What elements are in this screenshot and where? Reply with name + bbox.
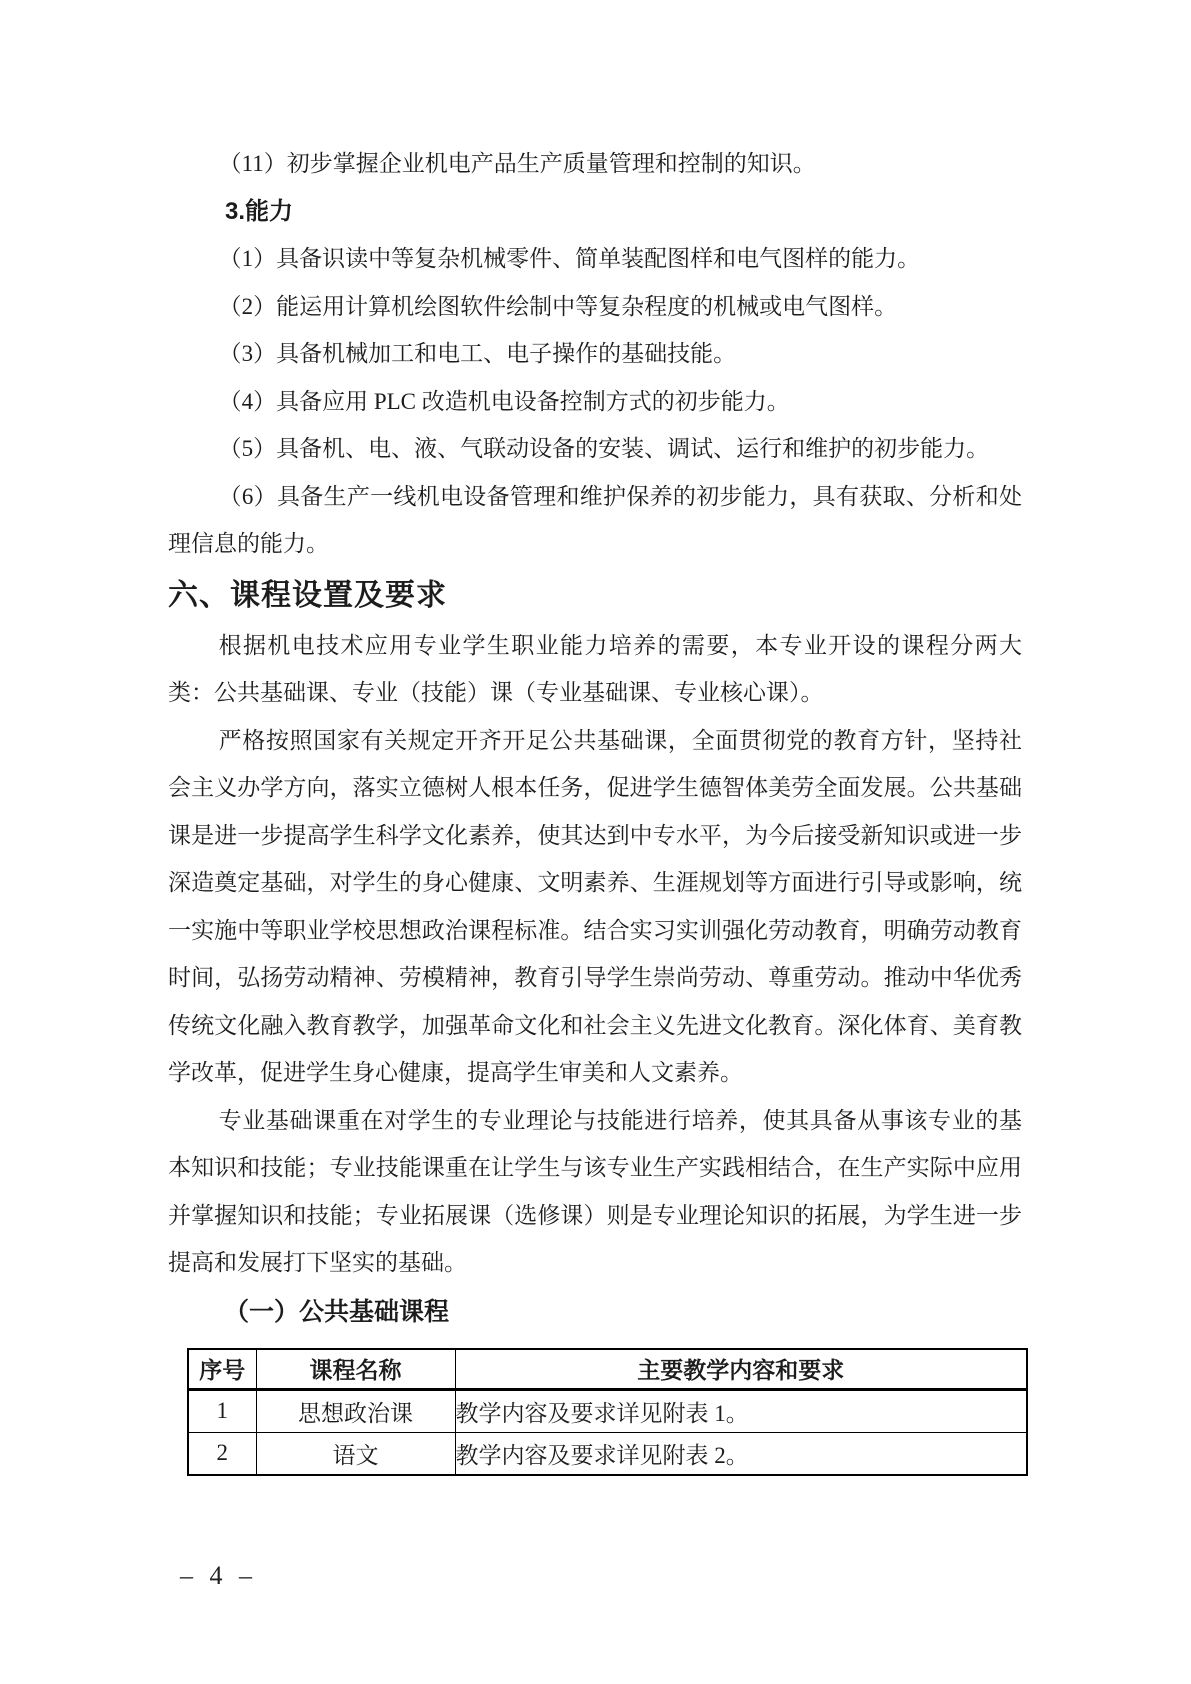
table-header-row bbox=[188, 1349, 1027, 1390]
ability-item-1: （1）具备识读中等复杂机械零件、简单装配图样和电气图样的能力。 bbox=[218, 246, 921, 271]
ability-item-3: （3）具备机械加工和电工、电子操作的基础技能。 bbox=[218, 341, 737, 366]
subsection-heading-public-basic-courses: （一）公共基础课程 bbox=[224, 1297, 450, 1326]
table-cell-requirements: 教学内容及要求详见附表 2。 bbox=[455, 1432, 1027, 1475]
ability-item-2: （2）能运用计算机绘图软件绘制中等复杂程度的机械或电气图样。 bbox=[218, 293, 898, 319]
table-row bbox=[188, 1389, 1027, 1432]
table-header-requirements: 主要教学内容和要求 bbox=[455, 1349, 1027, 1390]
courses-paragraph-3: 专业基础课重在对学生的专业理论与技能进行培养，使其具备从事该专业的基本知识和技能；专业技能课重在让学生与该专业生产实践相结合，在生产实际中应用并掌握知识和技能；专业拓展课（选修课）则是专业理论知识的拓展，为学生进一步提高和发展打下坚实的基础。 bbox=[168, 1107, 1022, 1275]
page-number: – 4 – bbox=[180, 1561, 252, 1590]
public-basic-courses-table bbox=[187, 1348, 1028, 1476]
ability-heading: 3.能力 bbox=[225, 197, 294, 225]
section-heading-courses: 六、课程设置及要求 bbox=[168, 578, 447, 612]
courses-paragraph-2: 严格按照国家有关规定开齐开足公共基础课，全面贯彻党的教育方针，坚持社会主义办学方向，落实立德树人根本任务，促进学生德智体美劳全面发展。公共基础课是进一步提高学生科学文化素养，使其达到中专水平，为今后接受新知识或进一步深造奠定基础，对学生的身心健康、文明素养、生涯规划等方面进行引导或影响，统一实施中等职业学校思想政治课程标准。结合实习实训强化劳动教育，明确劳动教育时间，弘扬劳动精神、劳模精神，教育引导学生崇尚劳动、尊重劳动。推动中华优秀传统文化融入教育教学，加强革命文化和社会主义先进文化教育。深化体育、美育教学改革，促进学生身心健康，提高学生审美和人文素养。 bbox=[168, 727, 1022, 1085]
table-header-course-name: 课程名称 bbox=[256, 1349, 455, 1390]
document-body bbox=[168, 140, 1022, 1476]
ability-item-5: （5）具备机、电、液、气联动设备的安装、调试、运行和维护的初步能力。 bbox=[218, 436, 990, 461]
table-cell-course-name: 思想政治课 bbox=[256, 1389, 455, 1432]
table-row bbox=[188, 1432, 1027, 1475]
table-cell-no: 1 bbox=[188, 1389, 256, 1432]
table-header-no: 序号 bbox=[188, 1349, 256, 1390]
ability-item-6: （6）具备生产一线机电设备管理和维护保养的初步能力，具有获取、分析和处理信息的能力。 bbox=[168, 483, 1022, 556]
table-cell-course-name: 语文 bbox=[256, 1432, 455, 1475]
ability-item-4: （4）具备应用 PLC 改造机电设备控制方式的初步能力。 bbox=[218, 388, 790, 414]
table-cell-no: 2 bbox=[188, 1432, 256, 1475]
table-cell-requirements: 教学内容及要求详见附表 1。 bbox=[455, 1389, 1027, 1432]
knowledge-item-11: （11）初步掌握企业机电产品生产质量管理和控制的知识。 bbox=[218, 151, 816, 176]
courses-paragraph-1: 根据机电技术应用专业学生职业能力培养的需要，本专业开设的课程分两大类：公共基础课、专业（技能）课（专业基础课、专业核心课）。 bbox=[168, 632, 1022, 705]
